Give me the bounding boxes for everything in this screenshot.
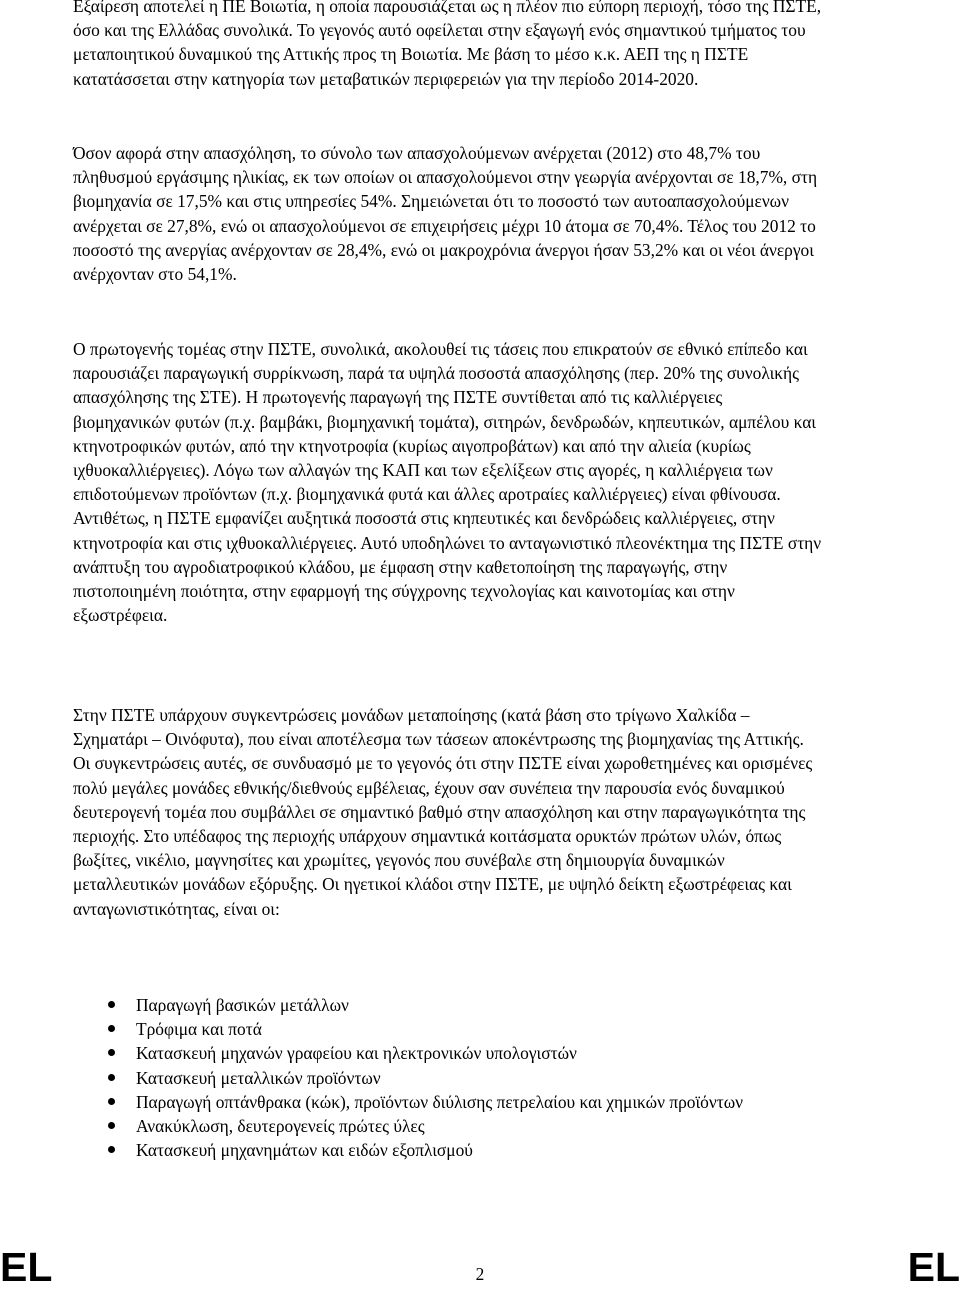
list-item (73, 1066, 823, 1090)
list-item-text: Κατασκευή μηχανημάτων και ειδών εξοπλισμού (136, 1140, 473, 1161)
bullet-icon (108, 1025, 115, 1032)
footer-language-code-left: EL (0, 1244, 53, 1290)
bullet-icon (108, 1098, 115, 1105)
bullet-icon (108, 1146, 115, 1153)
footer-language-code-right: EL (907, 1244, 960, 1290)
bullet-icon (108, 1001, 115, 1008)
list-item (73, 993, 823, 1017)
paragraph-boeotia-economy: Εξαίρεση αποτελεί η ΠΕ Βοιωτία, η οποία παρουσιάζεται ως η πλέον πιο εύπορη περιοχή, τόσο της ΠΣΤΕ, όσο και της Ελλάδας συνολικά. Το γεγονός αυτό οφείλεται στην εξαγωγή ενός σημαντικού τμήματος του μεταποιητικού δυναμικού της Αττικής προς τη Βοιωτία. Με βάση το μέσο κ.κ. ΑΕΠ της η ΠΣΤΕ κατατάσσεται στην κατηγορία των μεταβατικών περιφερειών για την περίοδο 2014-2020. (73, 0, 822, 89)
list-item (73, 1041, 823, 1065)
list-item-text: Κατασκευή μηχανών γραφείου και ηλεκτρονικών υπολογιστών (136, 1043, 577, 1064)
bullet-icon (108, 1049, 115, 1056)
bullet-icon (108, 1074, 115, 1081)
bullet-icon (108, 1122, 115, 1129)
paragraph-primary-sector: Ο πρωτογενής τομέας στην ΠΣΤΕ, συνολικά, ακολουθεί τις τάσεις που επικρατούν σε εθνικό επίπεδο και παρουσιάζει παραγωγική συρρίκνωση, παρά τα υψηλά ποσοστά απασχόλησης (περ. 20% της συνολικής απασχόλησης της ΣΤΕ). Η πρωτογενής παραγωγή της ΠΣΤΕ συντίθεται από τις καλλιέργειες βιομηχανικών φυτών (π.χ. βαμβάκι, βιομηχανική τομάτα), σιτηρών, δενδρωδών, κηπευτικών, αμπέλου και κτηνοτροφικών φυτών, από την κτηνοτροφία (κυρίως αιγοπροβάτων) και από την αλιεία (κυρίως ιχθυοκαλλιέργειες). Λόγω των αλλαγών της ΚΑΠ και των εξελίξεων στις αγορές, η καλλιέργεια των επιδοτούμενων προϊόντων (π.χ. βιομηχανικά φυτά και άλλες αροτραίες καλλιέργειες) είναι φθίνουσα. Αντιθέτως, η ΠΣΤΕ εμφανίζει αυξητικά ποσοστά στις κηπευτικές και δενδρώδεις καλλιέργειες, στην κτηνοτροφία και στις ιχθυοκαλλιέργειες. Αυτό υποδηλώνει το ανταγωνιστικό πλεονέκτημα της ΠΣΤΕ στην ανάπτυξη του αγροδιατροφικού κλάδου, με έμφαση στην καθετοποίηση της παραγωγής, στην πιστοποιημένη ποιότητα, στην εφαρμογή της σύγχρονης τεχνολογίας και καινοτομίας και στην εξωστρέφεια. (73, 339, 822, 626)
list-item (73, 1017, 823, 1041)
list-item-text: Κατασκευή μεταλλικών προϊόντων (136, 1067, 381, 1088)
list-item-text: Ανακύκλωση, δευτερογενείς πρώτες ύλες (136, 1116, 425, 1137)
list-item-text: Παραγωγή βασικών μετάλλων (136, 995, 349, 1015)
paragraph-manufacturing: Στην ΠΣΤΕ υπάρχουν συγκεντρώσεις μονάδων μεταποίησης (κατά βάση στο τρίγωνο Χαλκίδα – Σχηματάρι – Οινόφυτα), που είναι αποτέλεσμα των τάσεων αποκέντρωσης της βιομηχανίας της Αττικής. Οι συγκεντρώσεις αυτές, σε συνδυασμό με το γεγονός ότι στην ΠΣΤΕ είναι χωροθετημένες και ορισμένες πολύ μεγάλες μονάδες εθνικής/διεθνούς εμβέλειας, έχουν σαν συνέπεια την παρουσία ενός δυναμικού δευτερογενή τομέα που συμβάλλει σε σημαντικό βαθμό στην απασχόληση και στην παραγωγικότητα της περιοχής. Στο υπέδαφος της περιοχής υπάρχουν σημαντικά κοιτάσματα ορυκτών πρώτων υλών, όπως βωξίτες, νικέλιο, μαγνησίτες και χρωμίτες, γεγονός που συνέβαλε στη δημιουργία δυναμικών μεταλλευτικών μονάδων εξόρυξης. Οι ηγετικοί κλάδοι στην ΠΣΤΕ, με υψηλό δείκτη εξωστρέφειας και ανταγωνιστικότητας, είναι οι: (73, 705, 813, 919)
page-number: 2 (475, 1264, 485, 1284)
list-item (73, 1114, 823, 1138)
list-item (73, 1138, 823, 1162)
paragraph-employment: Όσον αφορά στην απασχόληση, το σύνολο των απασχολούμενων ανέρχεται (2012) στο 48,7% του πληθυσμού εργάσιμης ηλικίας, εκ των οποίων οι απασχολούμενοι στην γεωργία ανέρχονται σε 18,7%, στη βιομηχανία σε 17,5% και στις υπηρεσίες 54%. Σημειώνεται ότι το ποσοστό των αυτοαπασχολούμενων ανέρχεται σε 27,8%, ενώ οι απασχολούμενοι σε επιχειρήσεις μέχρι 10 άτομα σε 70,4%. Τέλος του 2012 το ποσοστό της ανεργίας ανέρχονταν σε 28,4%, ενώ οι μακροχρόνια άνεργοι ήσαν 53,2% και οι νέοι άνεργοι ανέρχονταν στο 54,1%. (73, 143, 818, 285)
list-item-text: Τρόφιμα και ποτά (136, 1019, 262, 1040)
list-item (73, 1090, 823, 1114)
list-item-text: Παραγωγή οπτάνθρακα (κώκ), προϊόντων διύλισης πετρελαίου και χημικών προϊόντων (136, 1091, 744, 1112)
leading-sectors-list (73, 993, 823, 1162)
